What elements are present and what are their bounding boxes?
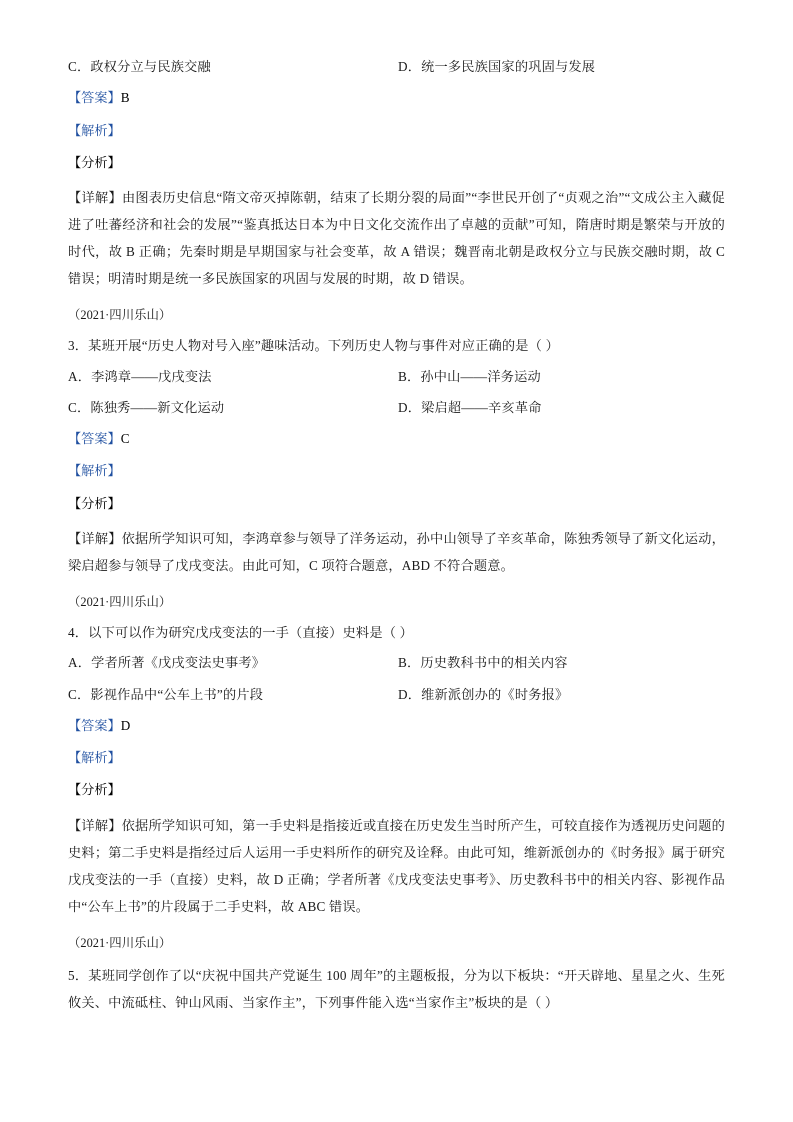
q2-option-c: C．政权分立与民族交融 bbox=[68, 59, 211, 74]
q4-answer-value: D bbox=[120, 718, 131, 734]
q4-detail: 【详解】依据所学知识可知，第一手史料是指接近或直接在历史发生当时所产生，可较直接作为透视历史问题的史料；第二手史料是指经过后人运用一手史料所作的研究及诠释。由此可知，维新派创办的《时务报》属于研究戊戌变法的一手（直接）史料，故 D 正确；学者所著《戊戌变法史事考》、历史教科书中的相关内容、影视作品中“公车上书”的片段属于二手史料，故 ABC 错误。 bbox=[68, 817, 725, 914]
q3-answer-value: C bbox=[120, 431, 130, 447]
q3-source: （2021·四川乐山） bbox=[68, 308, 172, 322]
q3-answer-line bbox=[68, 428, 725, 449]
q4-jiexi-line bbox=[68, 747, 725, 768]
q2-fenxi-line bbox=[68, 152, 725, 173]
q2-detail: 【详解】由图表历史信息“隋文帝灭掉陈朝，结束了长期分裂的局面”“李世民开创了“贞观之治”“文成公主入藏促进了吐蕃经济和社会的发展”“鉴真抵达日本为中日文化交流作出了卓越的贡献”可知，隋唐时期是繁荣与开放的时代，故 B 正确；先秦时期是早期国家与社会变革，故 A 错误；魏晋南北朝是政权分立与民族交融时期，故 C 错误；明清时期是统一多民族国家的巩固与发展的时期，故 D 错误。 bbox=[68, 189, 725, 286]
q4-option-b: B．历史教科书中的相关内容 bbox=[398, 655, 568, 671]
q3-options-row-2 bbox=[68, 397, 725, 418]
q4-option-c: C．影视作品中“公车上书”的片段 bbox=[68, 686, 264, 702]
fenxi-label: 【分析】 bbox=[68, 154, 121, 170]
q2-jiexi-line bbox=[68, 120, 725, 141]
q3-stem: 3．某班开展“历史人物对号入座”趣味活动。下列历史人物与事件对应正确的是（ ） bbox=[68, 337, 559, 353]
jiexi-label: 【解析】 bbox=[68, 750, 121, 766]
q4-options-row-1 bbox=[68, 652, 725, 673]
q4-options-row-2 bbox=[68, 684, 725, 705]
q2-options-row bbox=[68, 56, 725, 77]
q4-fenxi-line bbox=[68, 779, 725, 800]
jiexi-label: 【解析】 bbox=[68, 122, 121, 138]
q3-fenxi-line bbox=[68, 493, 725, 514]
q2-answer-value: B bbox=[120, 90, 130, 106]
fenxi-label: 【分析】 bbox=[68, 495, 121, 511]
q3-options-row-1 bbox=[68, 366, 725, 387]
jiexi-label: 【解析】 bbox=[68, 463, 121, 479]
fenxi-label: 【分析】 bbox=[68, 782, 121, 798]
q2-answer-line bbox=[68, 87, 725, 108]
answer-label: 【答案】 bbox=[68, 90, 121, 106]
q3-option-c: C．陈独秀——新文化运动 bbox=[68, 399, 225, 415]
q2-option-d: D．统一多民族国家的巩固与发展 bbox=[398, 59, 596, 74]
q3-detail: 【详解】依据所学知识可知，李鸿章参与领导了洋务运动，孙中山领导了辛亥革命，陈独秀领导了新文化运动，梁启超参与领导了戊戌变法。由此可知，C 项符合题意，ABD 不符合题意。 bbox=[68, 530, 725, 573]
q4-answer-line bbox=[68, 715, 725, 736]
q4-source: （2021·四川乐山） bbox=[68, 594, 172, 609]
q5-stem: 5．某班同学创作了以“庆祝中国共产党诞生 100 周年”的主题板报，分为以下板块：“开天辟地、星星之火、生死攸关、中流砥柱、钟山风雨、当家作主”，下列事件能入选“当家作主”板块的是（ ） bbox=[68, 967, 725, 1010]
answer-label: 【答案】 bbox=[68, 718, 121, 734]
q3-jiexi-line bbox=[68, 460, 725, 481]
q3-option-d: D．梁启超——辛亥革命 bbox=[398, 399, 542, 415]
q5-source: （2021·四川乐山） bbox=[68, 935, 172, 950]
q3-option-a: A．李鸿章——戊戌变法 bbox=[68, 368, 212, 384]
q3-option-b: B．孙中山——洋务运动 bbox=[398, 368, 541, 384]
answer-label: 【答案】 bbox=[68, 431, 121, 447]
q4-stem: 4．以下可以作为研究戊戌变法的一手（直接）史料是（ ） bbox=[68, 624, 413, 640]
q4-option-d: D．维新派创办的《时务报》 bbox=[398, 686, 569, 702]
q4-option-a: A．学者所著《戊戌变法史事考》 bbox=[68, 655, 266, 671]
